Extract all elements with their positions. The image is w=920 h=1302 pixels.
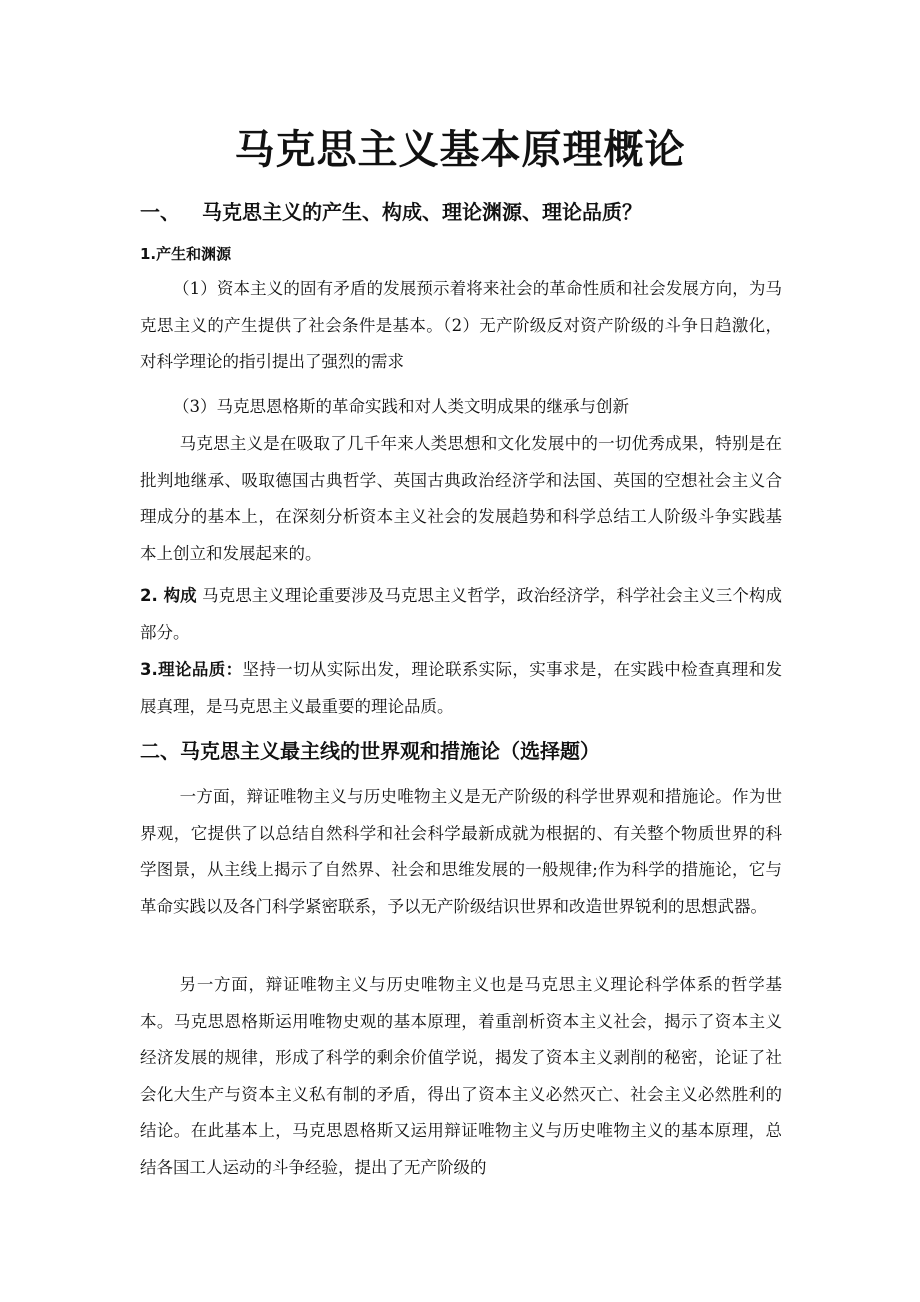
section1-heading-text: 马克思主义的产生、构成、理论渊源、理论品质？ [202, 200, 642, 224]
quality-label: 3.理论品质： [140, 660, 243, 679]
subsection-origin-heading: 1.产生和渊源 [140, 245, 232, 263]
paragraph-origin-conditions: （1）资本主义的固有矛盾的发展预示着将来社会的革命性质和社会发展方向，为马克思主义的产生提供了社会条件是基本。（2）无产阶级反对资产阶级的斗争日趋激化，对科学理论的指引提出了强烈的需求 [140, 279, 782, 371]
composition-text: 马克思主义理论重要涉及马克思主义哲学，政治经济学，科学社会主义三个构成部分。 [140, 586, 783, 642]
paragraph-revolutionary-practice: （3）马克思恩格斯的革命实践和对人类文明成果的继承与创新 [173, 397, 629, 416]
paragraph-composition [140, 578, 782, 651]
paragraph-philosophical-basis: 另一方面，辩证唯物主义与历史唯物主义也是马克思主义理论科学体系的哲学基本。马克思恩格斯运用唯物史观的基本原理，着重剖析资本主义社会，揭示了资本主义经济发展的规律，形成了科学的剩余价值学说，揭发了资本主义剥削的秘密，论证了社会化大生产与资本主义私有制的矛盾，得出了资本主义必然灭亡、社会主义必然胜利的结论。在此基本上，马克思恩格斯又运用辩证唯物主义与历史唯物主义的基本原理，总结各国工人运动的斗争经验，提出了无产阶级的 [140, 975, 782, 1177]
paragraph-marxism-foundation: 马克思主义是在吸取了几千年来人类思想和文化发展中的一切优秀成果，特别是在批判地继承、吸取德国古典哲学、英国古典政治经济学和法国、英国的空想社会主义合理成分的基本上，在深刻分析资本主义社会的发展趋势和科学总结工人阶级斗争实践基本上创立和发展起来的。 [140, 434, 782, 563]
paragraph-worldview: 一方面，辩证唯物主义与历史唯物主义是无产阶级的科学世界观和措施论。作为世界观，它提供了以总结自然科学和社会科学最新成就为根据的、有关整个物质世界的科学图景，从主线上揭示了自然界、社会和思维发展的一般规律;作为科学的措施论，它与革命实践以及各门科学紧密联系，予以无产阶级结识世界和改造世界锐利的思想武器。 [140, 787, 782, 916]
section1-number: 一、 [140, 200, 180, 224]
paragraph-theoretical-quality [140, 652, 782, 725]
composition-label: 2. 构成 [140, 586, 197, 605]
quality-text: 坚持一切从实际出发，理论联系实际，实事求是，在实践中检查真理和发展真理，是马克思主义最重要的理论品质。 [140, 660, 783, 716]
section1-heading [140, 198, 642, 226]
section2-heading: 二、马克思主义最主线的世界观和措施论（选择题） [140, 739, 600, 763]
document-title: 马克思主义基本原理概论 [234, 127, 686, 173]
